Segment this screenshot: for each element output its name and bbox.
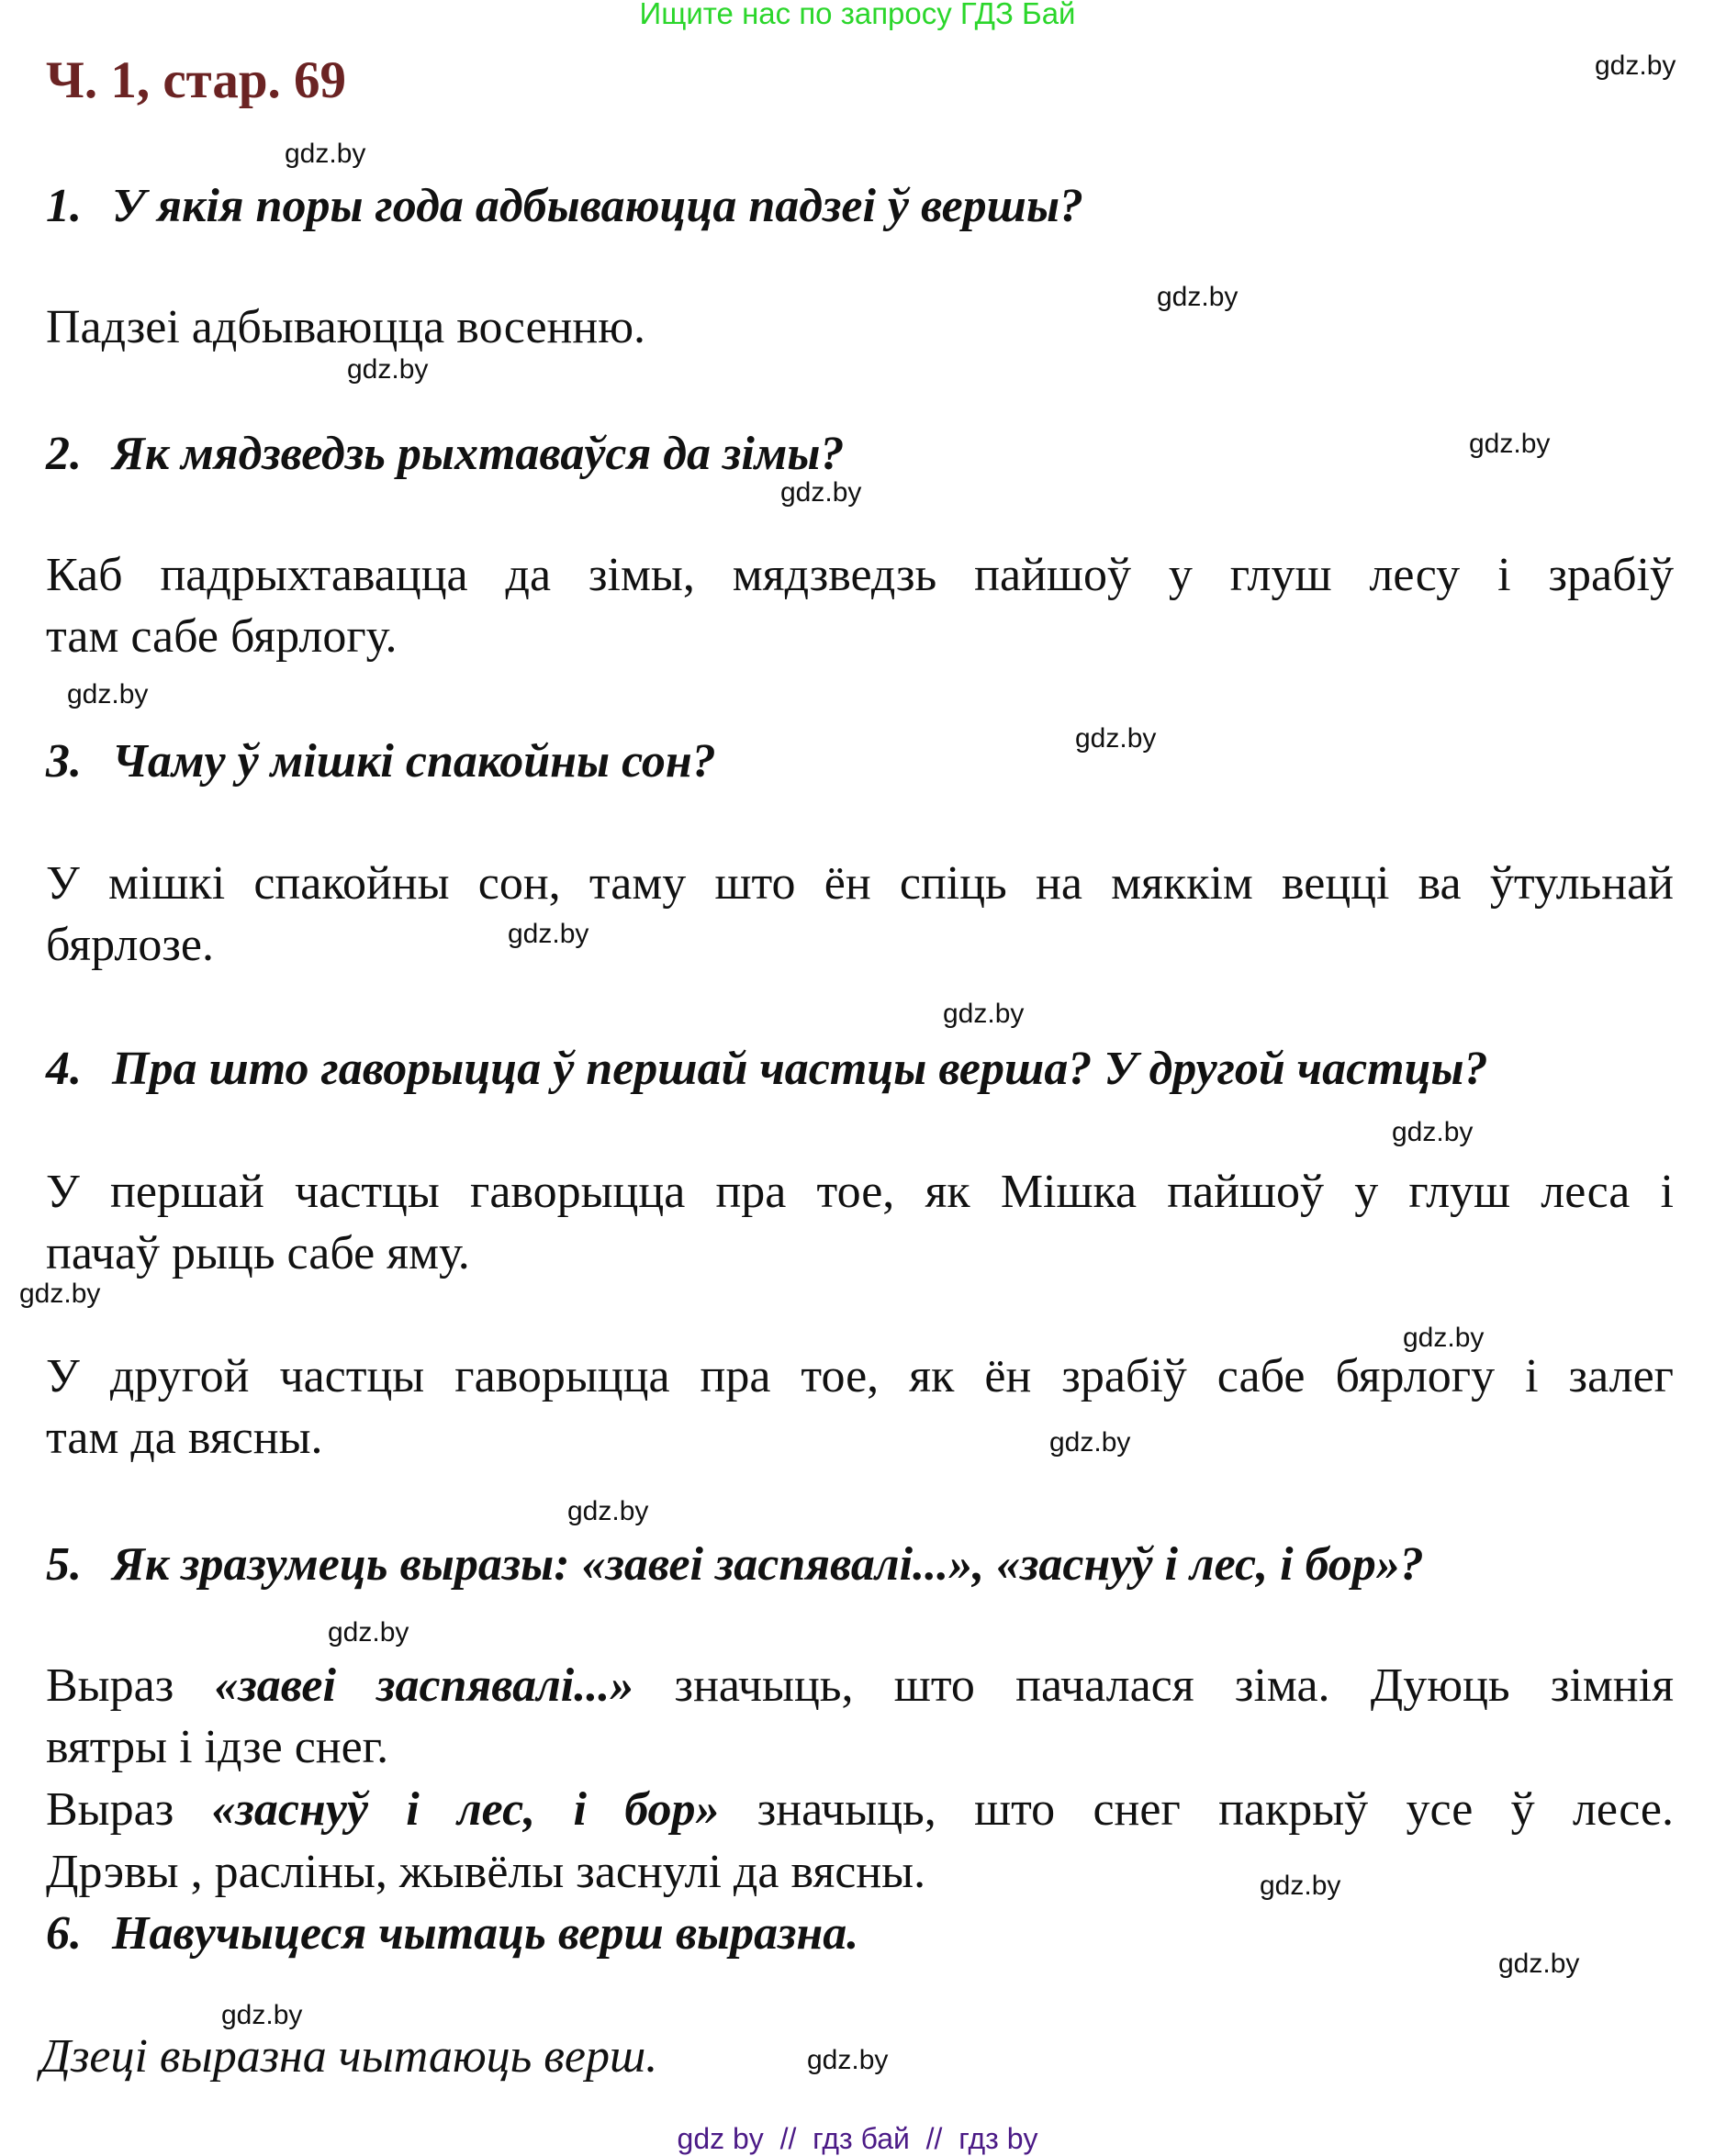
watermark: gdz.by (1157, 282, 1239, 312)
answer-5-line (46, 1655, 1674, 1717)
question-1 (46, 175, 1083, 238)
watermark: gdz.by (567, 1496, 649, 1526)
watermark: gdz.by (1403, 1323, 1485, 1353)
watermark: gdz.by (347, 354, 429, 385)
watermark: gdz.by (508, 919, 589, 949)
quote: «заснуў і лес, і бор» (211, 1783, 720, 1836)
watermark: gdz.by (19, 1279, 101, 1309)
question-text: Чаму ў мішкі спакойны сон? (112, 735, 716, 788)
answer-2-line: там сабе бярлогу. (46, 610, 398, 663)
answer-3-line: бярлозе. (46, 919, 214, 971)
watermark: gdz.by (807, 2045, 889, 2075)
question-4 (46, 1038, 1488, 1100)
watermark: gdz.by (1498, 1949, 1580, 1979)
footer-links[interactable]: gdz by // гдз бай // гдз by (677, 2122, 1038, 2155)
question-text: У якія поры года адбываюцца падзеі ў вершы? (112, 180, 1084, 232)
question-2 (46, 423, 845, 486)
text: Выраз (46, 1783, 212, 1836)
page-title: Ч. 1, стар. 69 (46, 51, 347, 109)
search-banner[interactable]: Ищите нас по запросу ГДЗ Бай (639, 0, 1076, 30)
answer-5-line: вятры і ідзе снег. (46, 1721, 389, 1773)
answer-5-line (46, 1779, 1674, 1841)
text: значыць, што снег пакрыў усе ў лесе. (719, 1783, 1674, 1836)
text: значыць, што пачалася зіма. Дуюць зімнія (633, 1659, 1674, 1712)
answer-4b-line: там да вясны. (46, 1412, 323, 1464)
watermark: gdz.by (1075, 723, 1157, 754)
watermark: gdz.by (1595, 50, 1676, 81)
question-text: Пра што гаворыцца ў першай частцы верша? У другой частцы? (112, 1043, 1488, 1095)
watermark: gdz.by (285, 139, 366, 169)
watermark: gdz.by (1049, 1427, 1131, 1458)
quote: «завеі заспявалі...» (214, 1659, 634, 1712)
watermark: gdz.by (1392, 1117, 1474, 1147)
question-5 (46, 1534, 1424, 1596)
answer-4-line: пачаў рыць сабе яму. (46, 1227, 470, 1279)
question-number: 5. (46, 1538, 82, 1591)
watermark: gdz.by (943, 999, 1025, 1029)
watermark: gdz.by (67, 679, 149, 709)
watermark: gdz.by (780, 477, 862, 508)
answer-6-line: Дзеці выразна чытаюць верш. (40, 2030, 658, 2083)
question-3 (46, 731, 716, 793)
question-text: Як зразумець выразы: «завеі заспявалі...», «заснуў і лес, і бор»? (112, 1538, 1424, 1591)
watermark: gdz.by (328, 1617, 409, 1648)
answer-2-line: Каб падрыхтавацца да зімы, мядзведзь пайшоў у глуш лесу і зрабіў (46, 549, 1674, 601)
question-number: 6. (46, 1907, 82, 1960)
watermark: gdz.by (1469, 429, 1551, 459)
answer-4-line: У першай частцы гаворыцца пра тое, як Мішка пайшоў у глуш леса і (46, 1166, 1674, 1218)
question-number: 3. (46, 735, 82, 788)
answer-5-line: Дрэвы , расліны, жывёлы заснулі да вясны. (46, 1846, 926, 1898)
answer-1-line: Падзеі адбываюцца восенню. (46, 301, 646, 353)
watermark: gdz.by (221, 2000, 303, 2030)
question-number: 4. (46, 1043, 82, 1095)
question-6 (46, 1903, 858, 1965)
question-text: Як мядзведзь рыхтаваўся да зімы? (112, 428, 845, 480)
question-number: 2. (46, 428, 82, 480)
text: Выраз (46, 1659, 215, 1712)
answer-3-line: У мішкі спакойны сон, таму што ён спіць на мяккім вецці ва ўтульнай (46, 857, 1674, 910)
watermark: gdz.by (1260, 1871, 1341, 1901)
answer-4b-line: У другой частцы гаворыцца пра тое, як ён зрабіў сабе бярлогу і залег (46, 1350, 1674, 1402)
question-number: 1. (46, 180, 82, 232)
question-text: Навучыцеся чытаць верш выразна. (112, 1907, 859, 1960)
